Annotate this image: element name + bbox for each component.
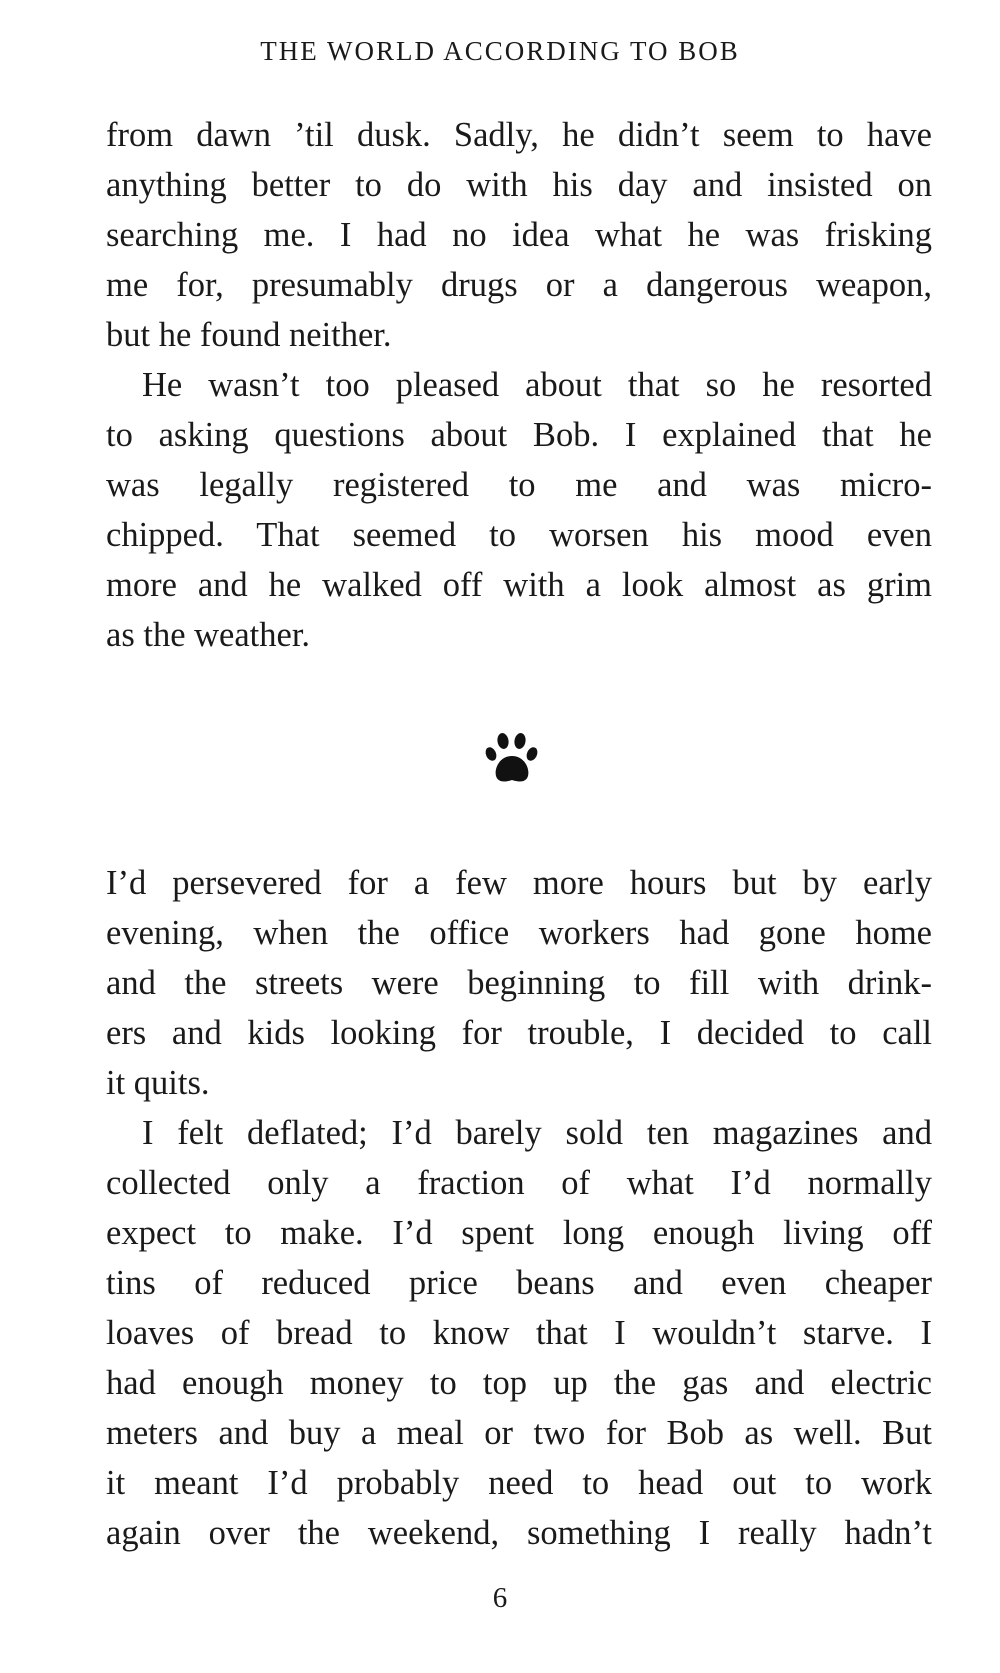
text-line: anything better to do with his day and insisted on — [106, 166, 932, 204]
text-line: from dawn ’til dusk. Sadly, he didn’t seem to have — [106, 116, 932, 154]
text-line: it quits. — [106, 1064, 210, 1102]
text-line: expect to make. I’d spent long enough living off — [106, 1214, 932, 1252]
page-number: 6 — [492, 1582, 508, 1614]
text-line: more and he walked off with a look almost as grim — [106, 566, 932, 604]
text-line: and the streets were beginning to fill with drink- — [106, 964, 932, 1002]
paw-print-icon — [482, 730, 542, 786]
text-line: searching me. I had no idea what he was frisking — [106, 216, 932, 254]
text-line: meters and buy a meal or two for Bob as well. But — [106, 1414, 932, 1452]
text-line: was legally registered to me and was micro- — [106, 466, 932, 504]
text-line: I’d persevered for a few more hours but by early — [106, 864, 932, 902]
text-line: tins of reduced price beans and even cheaper — [106, 1264, 932, 1302]
text-line: He wasn’t too pleased about that so he resorted — [142, 366, 932, 404]
text-block-after-break — [106, 858, 932, 1558]
paragraph — [106, 360, 932, 660]
text-block-before-break — [106, 110, 932, 660]
text-line: it meant I’d probably need to head out to work — [106, 1464, 932, 1502]
paragraph — [106, 110, 932, 360]
text-line: chipped. That seemed to worsen his mood even — [106, 516, 932, 554]
text-line: but he found neither. — [106, 316, 392, 354]
running-head: THE WORLD ACCORDING TO BOB — [260, 36, 740, 66]
text-line: loaves of bread to know that I wouldn’t starve. I — [106, 1314, 932, 1352]
text-line: me for, presumably drugs or a dangerous weapon, — [106, 266, 932, 304]
text-line: had enough money to top up the gas and electric — [106, 1364, 932, 1402]
paragraph — [106, 1108, 932, 1558]
text-line: to asking questions about Bob. I explained that he — [106, 416, 932, 454]
text-line: ers and kids looking for trouble, I decided to call — [106, 1014, 932, 1052]
text-line: again over the weekend, something I really hadn’t — [106, 1514, 932, 1552]
paragraph — [106, 858, 932, 1108]
text-line: as the weather. — [106, 616, 311, 654]
text-line: evening, when the office workers had gone home — [106, 914, 932, 952]
text-line: collected only a fraction of what I’d normally — [106, 1164, 932, 1202]
text-line: I felt deflated; I’d barely sold ten magazines and — [142, 1114, 932, 1152]
